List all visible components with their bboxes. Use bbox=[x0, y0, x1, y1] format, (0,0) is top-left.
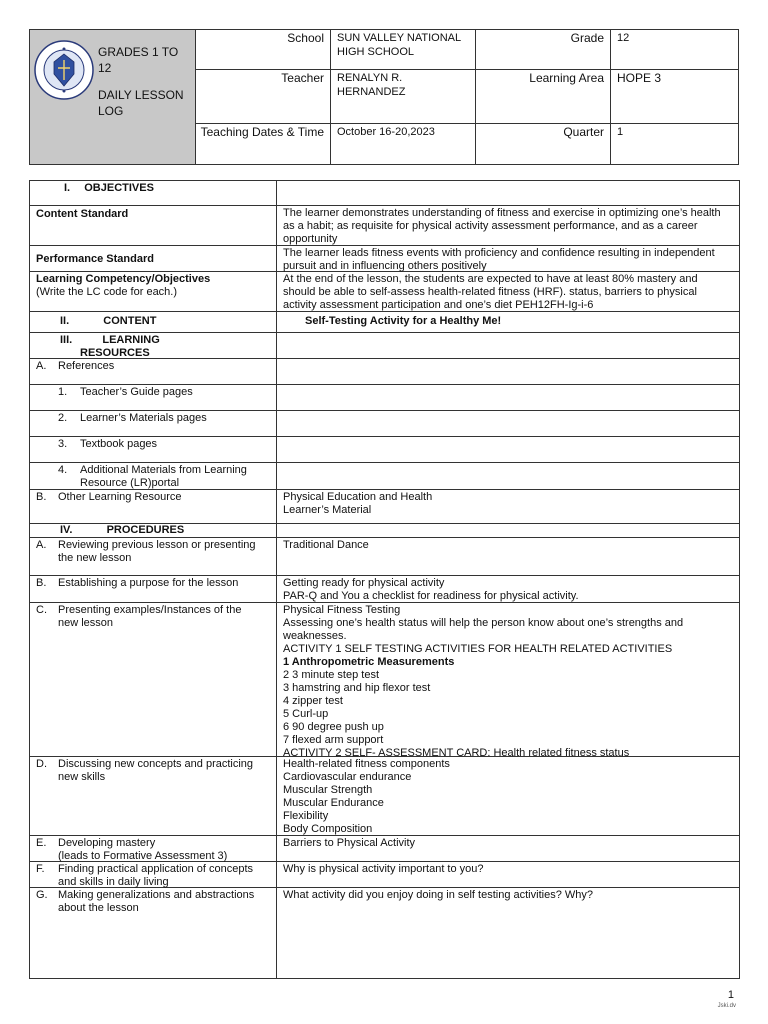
other-resource-value-line1: Physical Education and Health bbox=[283, 491, 433, 503]
grade-label: Grade bbox=[476, 30, 611, 70]
procedure-b-row bbox=[29, 576, 740, 603]
procedure-b-value-line2: PAR-Q and You a checklist for readiness for physical activity. bbox=[283, 590, 579, 602]
resources-label-line2: RESOURCES bbox=[80, 347, 150, 359]
procedure-d-line: Cardiovascular endurance bbox=[283, 771, 412, 783]
title-line-2: DAILY LESSON LOG bbox=[98, 88, 184, 118]
resource-item-label: Teacher’s Guide pages bbox=[80, 386, 193, 398]
resource-item-row bbox=[29, 385, 740, 411]
procedure-e-value: Barriers to Physical Activity bbox=[283, 837, 416, 849]
procedure-c-line: 6 90 degree push up bbox=[283, 721, 384, 733]
resource-item-num: 4. bbox=[58, 464, 68, 476]
other-resource-label: Other Learning Resource bbox=[58, 491, 182, 503]
teaching-dates-value: October 16-20,2023 bbox=[331, 124, 476, 164]
content-num: II. bbox=[60, 315, 70, 327]
other-resource-value-line2: Learner’s Material bbox=[283, 504, 372, 516]
procedure-c-line: ACTIVITY 1 SELF TESTING ACTIVITIES FOR HEALTH RELATED ACTIVITIES bbox=[283, 643, 673, 655]
objectives-num: I. bbox=[64, 182, 71, 194]
procedure-c-row bbox=[29, 603, 740, 757]
procedure-b-value-line1: Getting ready for physical activity bbox=[283, 577, 445, 589]
procedure-b-label: Establishing a purpose for the lesson bbox=[58, 577, 239, 589]
procedure-letter: G. bbox=[36, 889, 48, 901]
resource-item-row bbox=[29, 437, 740, 463]
page-number: 1 bbox=[727, 989, 734, 1001]
other-resource-letter: B. bbox=[36, 491, 47, 503]
procedure-c-line: 5 Curl-up bbox=[283, 708, 329, 720]
procedure-c-line: 3 hamstring and hip flexor test bbox=[283, 682, 431, 694]
procedure-c-line: Assessing one’s health status will help the person know about one’s strengths and weaknesses. bbox=[283, 617, 684, 642]
procedure-d-line: Health-related fitness components bbox=[283, 758, 450, 770]
learning-area-value: HOPE 3 bbox=[611, 70, 738, 124]
learning-area-label: Learning Area bbox=[476, 70, 611, 124]
teacher-label: Teacher bbox=[195, 70, 331, 124]
procedures-heading-row bbox=[29, 524, 740, 538]
school-value: SUN VALLEY NATIONAL HIGH SCHOOL bbox=[331, 30, 476, 70]
procedure-e-row bbox=[29, 836, 740, 862]
procedure-f-row bbox=[29, 862, 740, 888]
quarter-label: Quarter bbox=[476, 124, 611, 164]
references-label: References bbox=[58, 360, 115, 372]
procedure-a-value: Traditional Dance bbox=[283, 539, 369, 551]
teacher-value: RENALYN R. HERNANDEZ bbox=[331, 70, 476, 124]
procedure-d-line: Flexibility bbox=[283, 810, 329, 822]
procedure-letter: E. bbox=[36, 837, 47, 849]
learning-competency-row bbox=[29, 272, 740, 312]
procedure-g-row bbox=[29, 888, 740, 979]
other-resource-row bbox=[29, 490, 740, 524]
procedure-e-label-line2: (leads to Formative Assessment 3) bbox=[58, 850, 228, 862]
learning-competency-label: Learning Competency/Objectives bbox=[36, 273, 211, 285]
procedure-letter: B. bbox=[36, 577, 47, 589]
references-row bbox=[29, 359, 740, 385]
lesson-log-header bbox=[29, 29, 739, 165]
procedure-c-line: 4 zipper test bbox=[283, 695, 343, 707]
procedures-label: PROCEDURES bbox=[106, 524, 185, 536]
procedure-d-line: Muscular Endurance bbox=[283, 797, 384, 809]
learning-competency-note: (Write the LC code for each.) bbox=[36, 286, 178, 298]
learning-competency-value: At the end of the lesson, the students are expected to have at least 80% mastery and should be able to self-assess health-related fitness (HRF). status, barriers to physical activity assessment participation and one’s diet PEH12FH-Ig-i-6 bbox=[283, 273, 698, 311]
resource-item-label: Textbook pages bbox=[80, 438, 158, 450]
resource-item-label: Additional Materials from Learning Resource (LR)portal bbox=[80, 464, 247, 489]
procedure-c-line: Physical Fitness Testing bbox=[283, 604, 401, 616]
procedure-g-value: What activity did you enjoy doing in self testing activities? Why? bbox=[283, 889, 593, 901]
grade-value: 12 bbox=[611, 30, 738, 70]
resource-item-row bbox=[29, 463, 740, 490]
content-value: Self-Testing Activity for a Healthy Me! bbox=[305, 315, 502, 327]
procedure-a-label: Reviewing previous lesson or presenting the new lesson bbox=[58, 539, 256, 564]
procedure-letter: F. bbox=[36, 863, 45, 875]
teaching-dates-label: Teaching Dates & Time bbox=[195, 124, 331, 164]
content-standard-row bbox=[29, 206, 740, 246]
content-row bbox=[29, 312, 740, 333]
resource-item-num: 3. bbox=[58, 438, 68, 450]
content-label: CONTENT bbox=[103, 315, 157, 327]
procedure-c-line: 7 flexed arm support bbox=[283, 734, 384, 746]
quarter-value: 1 bbox=[617, 126, 624, 138]
resource-item-num: 1. bbox=[58, 386, 68, 398]
procedure-d-row bbox=[29, 757, 740, 836]
procedures-num: IV. bbox=[60, 524, 73, 536]
learning-resources-row bbox=[29, 333, 740, 359]
procedure-c-line: 2 3 minute step test bbox=[283, 669, 379, 681]
procedure-c-line: 1 Anthropometric Measurements bbox=[283, 656, 455, 668]
procedure-d-label: Discussing new concepts and practicing new skills bbox=[58, 758, 254, 783]
page-mark: Jski.dv bbox=[717, 1003, 736, 1009]
lesson-table bbox=[29, 180, 740, 914]
resources-label-line1: LEARNING bbox=[102, 334, 160, 346]
deped-seal-icon bbox=[34, 40, 94, 100]
content-standard-value: The learner demonstrates understanding of fitness and exercise in optimizing one’s health as a habit; as requisite for physical activity assessment performance, and as a career opportunity bbox=[283, 207, 721, 245]
procedure-letter: A. bbox=[36, 539, 47, 551]
references-letter: A. bbox=[36, 360, 47, 372]
resources-num: III. bbox=[60, 334, 73, 346]
procedure-f-label: Finding practical application of concepts and skills in daily living bbox=[58, 863, 254, 888]
procedure-c-label: Presenting examples/Instances of the new lesson bbox=[58, 604, 242, 629]
procedure-c-line: ACTIVITY 2 SELF- ASSESSMENT CARD: Health related fitness status bbox=[283, 747, 630, 759]
procedure-d-line: Body Composition bbox=[283, 823, 373, 835]
procedure-letter: C. bbox=[36, 604, 47, 616]
resource-item-row bbox=[29, 411, 740, 437]
objectives-heading: OBJECTIVES bbox=[84, 182, 154, 194]
performance-standard-row bbox=[29, 246, 740, 272]
title-line-1: GRADES 1 TO 12 bbox=[98, 45, 179, 75]
procedure-letter: D. bbox=[36, 758, 47, 770]
school-label: School bbox=[195, 30, 331, 70]
procedure-c-value bbox=[277, 603, 739, 761]
procedure-g-label: Making generalizations and abstractions about the lesson bbox=[58, 889, 255, 914]
procedure-f-value: Why is physical activity important to you? bbox=[283, 863, 484, 875]
procedure-d-line: Muscular Strength bbox=[283, 784, 373, 796]
resource-item-label: Learner’s Materials pages bbox=[80, 412, 207, 424]
procedure-e-label-line1: Developing mastery bbox=[58, 837, 156, 849]
procedure-a-row bbox=[29, 538, 740, 576]
procedure-d-value bbox=[277, 757, 739, 837]
performance-standard-label: Performance Standard bbox=[30, 246, 277, 271]
objectives-heading-row bbox=[29, 181, 740, 206]
resource-item-num: 2. bbox=[58, 412, 68, 424]
content-standard-label: Content Standard bbox=[30, 206, 277, 245]
performance-standard-value: The learner leads fitness events with proficiency and confidence resulting in independent pursuit and in influencing others positively bbox=[283, 247, 715, 272]
